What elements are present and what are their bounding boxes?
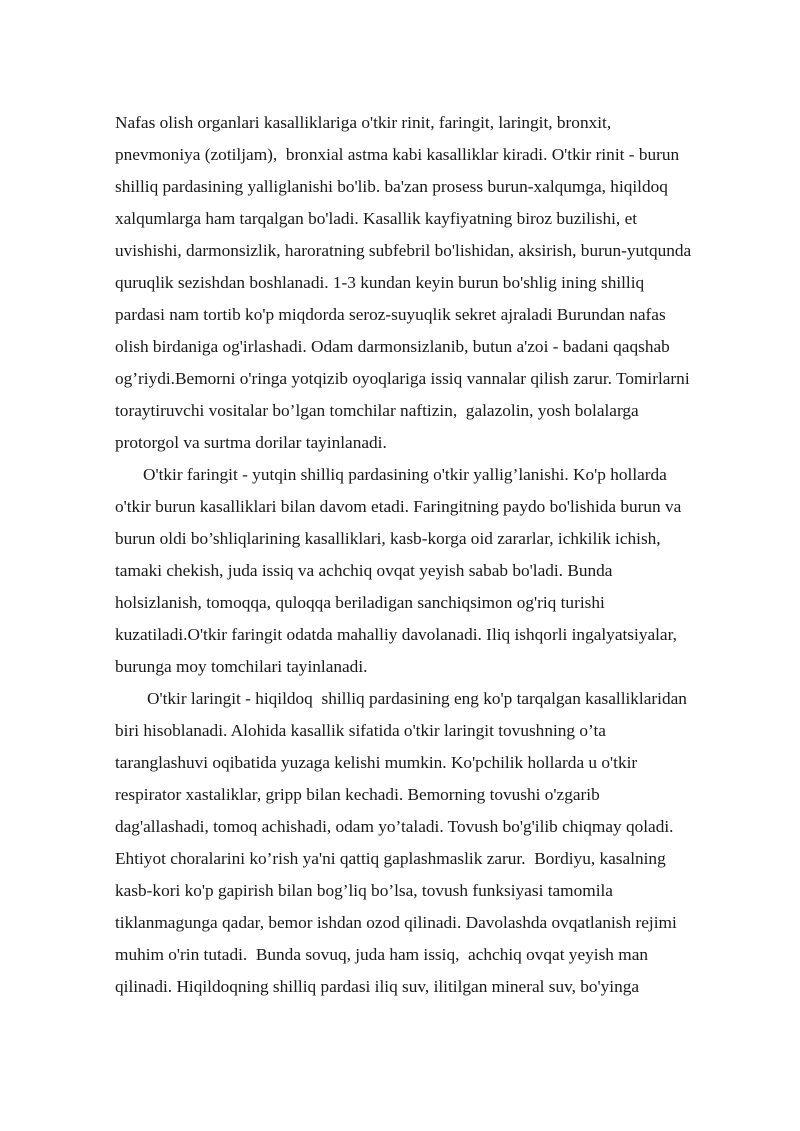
text-line: pnevmoniya (zotiljam), bronxial astma kabi kasalliklar kiradi. O'tkir rinit - burun: [115, 145, 680, 164]
paragraph-first-line: O'tkir laringit - hiqildoq shilliq pardasining eng ko'p tarqalgan kasalliklaridan: [147, 689, 687, 708]
text-line: quruqlik sezishdan boshlanadi. 1-3 kundan keyin burun bo'shlig ining shilliq: [115, 273, 645, 292]
text-line: xalqumlarga ham tarqalgan bo'ladi. Kasallik kayfiyatning biroz buzilishi, et: [115, 209, 638, 228]
text-line: protorgol va surtma dorilar tayinlanadi.: [115, 433, 387, 452]
text-line: o'tkir burun kasalliklari bilan davom etadi. Faringitning paydo bo'lishida burun va: [115, 497, 682, 516]
text-line: olish birdaniga og'irlashadi. Odam darmonsizlanib, butun a'zoi - badani qaqshab: [115, 337, 670, 356]
text-line: kasb-kori ko'p gapirish bilan bog’liq bo’lsa, tovush funksiyasi tamomila: [115, 881, 613, 900]
text-line: Nafas olish organlari kasalliklariga o'tkir rinit, faringit, laringit, bronxit,: [115, 113, 612, 132]
text-line: tamaki chekish, juda issiq va achchiq ovqat yeyish sabab bo'ladi. Bunda: [115, 561, 613, 580]
text-line: muhim o'rin tutadi. Bunda sovuq, juda ham issiq, achchiq ovqat yeyish man: [115, 945, 649, 964]
text-line: biri hisoblanadi. Alohida kasallik sifatida o'tkir laringit tovushning o’ta: [115, 721, 606, 740]
text-line: holsizlanish, tomoqqa, quloqqa beriladigan sanchiqsimon og'riq turishi: [115, 593, 605, 612]
text-line: uvishishi, darmonsizlik, haroratning subfebril bo'lishidan, aksirish, burun-yutqunda: [115, 241, 692, 260]
text-line: respirator xastaliklar, gripp bilan kechadi. Bemorning tovushi o'zgarib: [115, 785, 600, 804]
paragraph-first-line: O'tkir faringit - yutqin shilliq pardasining o'tkir yallig’lanishi. Ko'p hollarda: [143, 465, 667, 484]
text-line: kuzatiladi.O'tkir faringit odatda mahalliy davolanadi. Iliq ishqorli ingalyatsiyalar,: [115, 625, 677, 644]
text-line: taranglashuvi oqibatida yuzaga kelishi mumkin. Ko'pchilik hollarda u o'tkir: [115, 753, 638, 772]
text-line: qilinadi. Hiqildoqning shilliq pardasi iliq suv, ilitilgan mineral suv, bo'yinga: [115, 977, 640, 996]
text-line: Ehtiyot choralarini ko’rish ya'ni qattiq gaplashmaslik zarur. Bordiyu, kasalning: [115, 849, 666, 868]
text-line: burun oldi bo’shliqlarining kasalliklari, kasb-korga oid zararlar, ichkilik ichish,: [115, 529, 661, 548]
text-line: og’riydi.Bemorni o'ringa yotqizib oyoqlariga issiq vannalar qilish zarur. Tomirlarni: [115, 369, 690, 388]
text-line: burunga moy tomchilari tayinlanadi.: [115, 657, 368, 676]
text-line: shilliq pardasining yalliglanishi bo'lib. ba'zan prosess burun-xalqumga, hiqildoq: [115, 177, 668, 196]
text-line: toraytiruvchi vositalar bo’lgan tomchilar naftizin, galazolin, yosh bolalarga: [115, 401, 639, 420]
text-line: pardasi nam tortib ko'p miqdorda seroz-suyuqlik sekret ajraladi Burundan nafas: [115, 305, 666, 324]
text-line: tiklanmagunga qadar, bemor ishdan ozod qilinadi. Davolashda ovqatlanish rejimi: [115, 913, 677, 932]
text-line: dag'allashadi, tomoq achishadi, odam yo’taladi. Tovush bo'g'ilib chiqmay qoladi.: [115, 817, 674, 836]
